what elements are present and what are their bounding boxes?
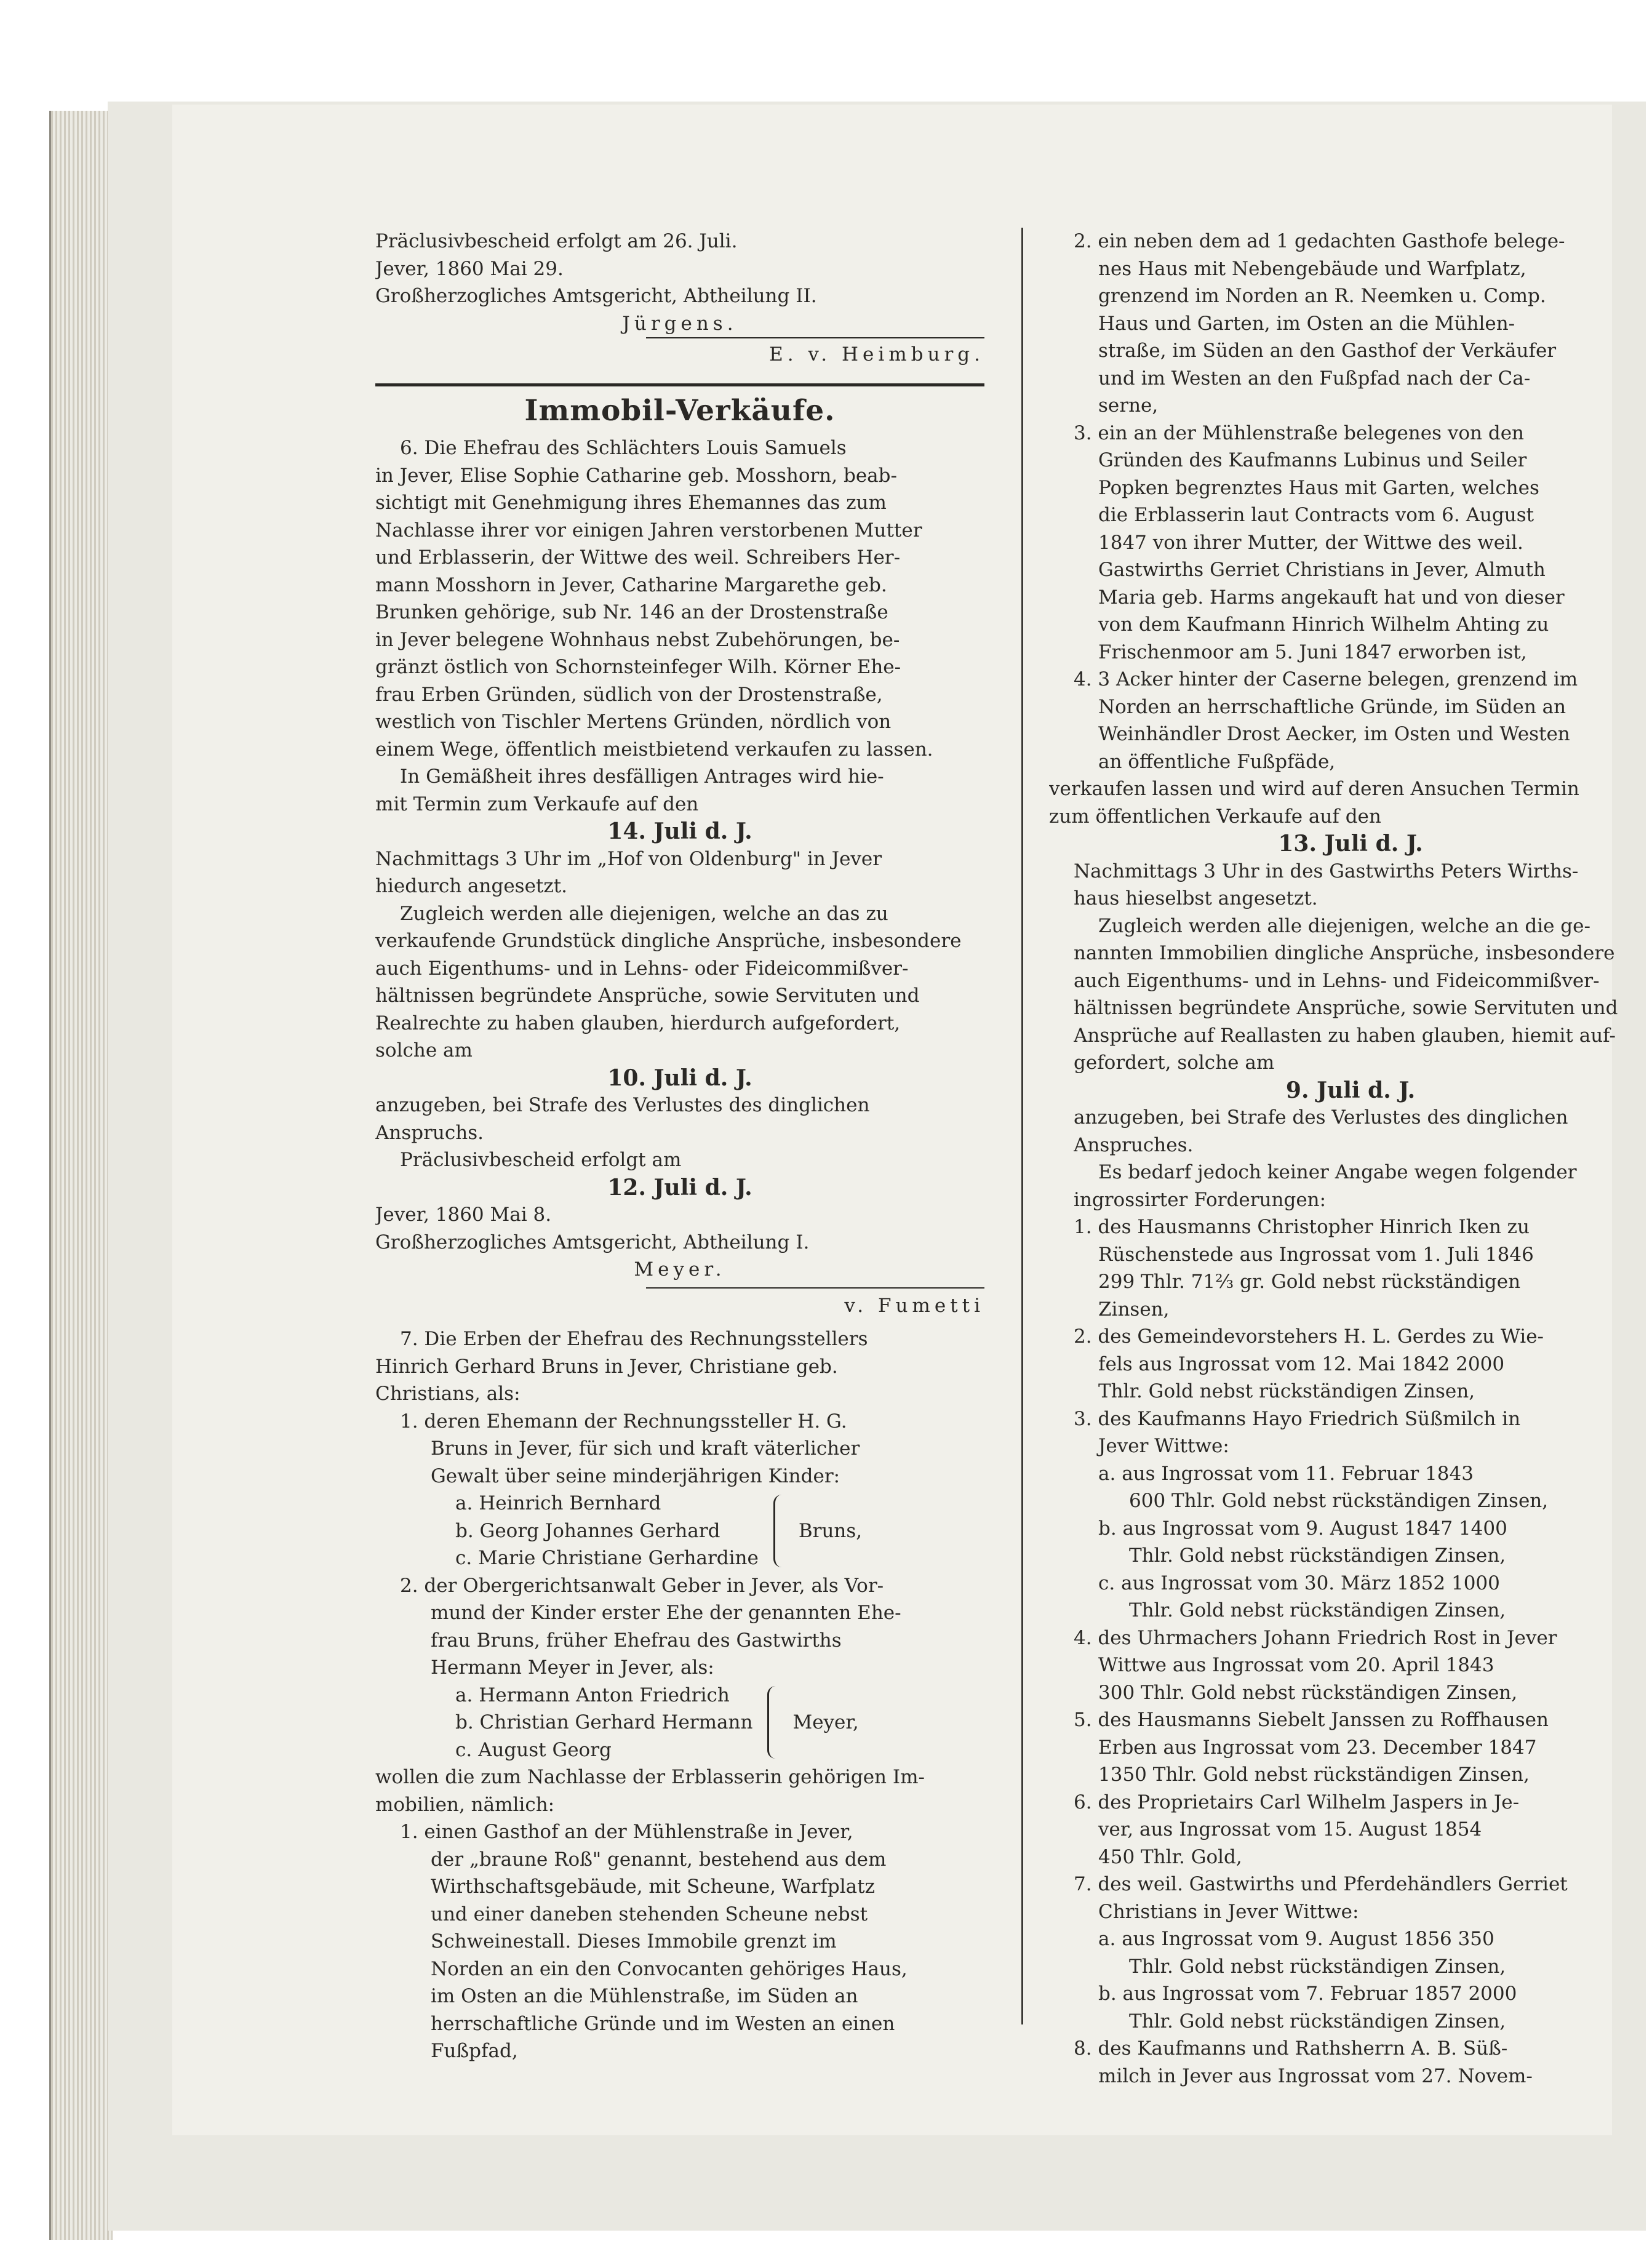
list-item: 4. 3 Acker hinter der Caserne belegen, grenzend im	[1074, 668, 1578, 690]
list-item: fels aus Ingrossat vom 12. Mai 1842 2000	[1098, 1353, 1505, 1375]
list-item: c. August Georg	[455, 1738, 612, 1761]
list-item: 3. des Kaufmanns Hayo Friedrich Süßmilch in	[1074, 1407, 1521, 1430]
list-item: 7. des weil. Gastwirths und Pferdehändlers Gerriet	[1074, 1873, 1568, 1895]
brace	[767, 1686, 784, 1759]
property-items	[1074, 228, 1627, 775]
text-line: zum öffentlichen Verkaufe auf den	[1049, 805, 1381, 828]
countersignature: v. Fumetti	[844, 1294, 984, 1317]
list-item: a. aus Ingrossat vom 9. August 1856 350	[1098, 1928, 1494, 1950]
left-column	[375, 228, 984, 2065]
text-line: in Jever, Elise Sophie Catharine geb. Mosshorn, beab-	[375, 464, 897, 487]
list-item: grenzend im Norden an R. Neemken u. Comp.	[1098, 285, 1546, 307]
claim-date: 10. Juli d. J.	[607, 1065, 752, 1091]
surname-label: Bruns,	[798, 1519, 863, 1542]
list-item: Thlr. Gold nebst rückständigen Zinsen,	[1098, 1380, 1475, 1402]
text-line: anzugeben, bei Strafe des Verlustes des dinglichen	[1074, 1106, 1568, 1129]
column-divider	[1021, 228, 1023, 2024]
signature-rule	[646, 337, 984, 338]
list-item: Norden an herrschaftliche Gründe, im Süden an	[1098, 695, 1566, 718]
notice-6	[375, 434, 984, 1319]
list-item: Weinhändler Drost Aecker, im Osten und Westen	[1098, 723, 1570, 745]
text-line: Nachlasse ihrer vor einigen Jahren verstorbenen Mutter	[375, 519, 922, 542]
text-line: Hinrich Gerhard Bruns in Jever, Christiane geb.	[375, 1355, 838, 1378]
children-group-bruns	[375, 1490, 984, 1572]
claim-date: 9. Juli d. J.	[1285, 1077, 1416, 1103]
text-line: Gewalt über seine minderjährigen Kinder:	[431, 1465, 840, 1487]
text-line: mobilien, nämlich:	[375, 1793, 555, 1816]
list-item: Jever Wittwe:	[1098, 1435, 1229, 1457]
section-rule	[375, 383, 984, 386]
list-item: 8. des Kaufmanns und Rathsherrn A. B. Süß-	[1074, 2037, 1508, 2060]
closing-notice	[375, 228, 984, 369]
preclusion-line: Präclusivbescheid erfolgt am	[400, 1149, 682, 1171]
list-item: c. aus Ingrossat vom 30. März 1852 1000	[1098, 1572, 1500, 1594]
list-item: und im Westen an den Fußpfad nach der Ca-	[1098, 367, 1531, 390]
text-line: 6. Die Ehefrau des Schlächters Louis Samuels	[400, 437, 847, 459]
text-line: Hermann Meyer in Jever, als:	[431, 1657, 714, 1679]
text-line: Schweinestall. Dieses Immobile grenzt im	[431, 1930, 837, 1952]
list-item: milch in Jever aus Ingrossat vom 27. Novem-	[1098, 2064, 1533, 2087]
text-line: Wirthschaftsgebäude, mit Scheune, Warfplatz	[431, 1876, 875, 1898]
text-line: mit Termin zum Verkaufe auf den	[375, 793, 699, 815]
list-item: 2. ein neben dem ad 1 gedachten Gasthofe belege-	[1074, 230, 1565, 252]
text-line: frau Erben Gründen, südlich von der Drostenstraße,	[375, 683, 883, 706]
text-line: Präclusivbescheid erfolgt am 26. Juli.	[375, 230, 738, 252]
text-line: westlich von Tischler Mertens Gründen, nördlich von	[375, 711, 892, 733]
preclusion-date: 12. Juli d. J.	[607, 1174, 752, 1201]
text-line: gränzt östlich von Schornsteinfeger Wilh. Körner Ehe-	[375, 656, 901, 678]
text-line: verkaufende Grundstück dingliche Ansprüche, insbesondere	[375, 930, 962, 952]
list-item: 600 Thlr. Gold nebst rückständigen Zinsen,	[1129, 1490, 1549, 1512]
list-item: c. Marie Christiane Gerhardine	[455, 1547, 759, 1569]
text-line: 7. Die Erben der Ehefrau des Rechnungsstellers	[400, 1328, 868, 1350]
list-item: Thlr. Gold nebst rückständigen Zinsen,	[1129, 1545, 1506, 1567]
surname-label: Meyer,	[792, 1711, 859, 1733]
text-line: solche am	[375, 1039, 473, 1061]
text-line: ingrossirter Forderungen:	[1074, 1188, 1327, 1211]
list-item: nes Haus mit Nebengebäude und Warfplatz,	[1098, 257, 1526, 280]
list-item: von dem Kaufmann Hinrich Wilhelm Ahting zu	[1098, 613, 1549, 636]
text-line: 2. der Obergerichtsanwalt Geber in Jever, als Vor-	[400, 1574, 884, 1597]
list-item: an öffentliche Fußpfäde,	[1098, 750, 1336, 773]
list-item: serne,	[1098, 394, 1159, 417]
text-line: nannten Immobilien dingliche Ansprüche, insbesondere	[1074, 942, 1615, 964]
notice-7	[375, 1325, 984, 2065]
text-line: Bruns in Jever, für sich und kraft väterlicher	[431, 1437, 860, 1460]
text-line: Christians, als:	[375, 1383, 521, 1405]
list-item: Christians in Jever Wittwe:	[1098, 1900, 1359, 1923]
text-line: mann Mosshorn in Jever, Catharine Margarethe geb.	[375, 573, 887, 596]
signature-rule	[646, 1287, 984, 1289]
list-item: Thlr. Gold nebst rückständigen Zinsen,	[1129, 1955, 1506, 1978]
list-item: 300 Thlr. Gold nebst rückständigen Zinsen,	[1098, 1681, 1518, 1704]
text-line: in Jever belegene Wohnhaus nebst Zubehörungen, be-	[375, 628, 900, 651]
text-line: auch Eigenthums- und in Lehns- oder Fideicommißver-	[375, 957, 909, 980]
text-line: Norden an ein den Convocanten gehöriges Haus,	[431, 1957, 908, 1980]
text-line: einem Wege, öffentlich meistbietend verkaufen zu lassen.	[375, 738, 933, 761]
text-line: hältnissen begründete Ansprüche, sowie Servituten und	[1074, 997, 1618, 1019]
court-line: Großherzogliches Amtsgericht, Abtheilung I.	[375, 1231, 810, 1253]
list-item: 299 Thlr. 71⅔ gr. Gold nebst rückständigen	[1098, 1271, 1521, 1293]
list-item: Haus und Garten, im Osten an die Mühlen-	[1098, 312, 1515, 335]
sale-date: 13. Juli d. J.	[1278, 831, 1423, 857]
text-line: sichtigt mit Genehmigung ihres Ehemannes das zum	[375, 492, 887, 514]
section-heading: Immobil-Verkäufe.	[524, 397, 836, 425]
list-item: straße, im Süden an den Gasthof der Verkäufer	[1098, 340, 1557, 362]
text-line: mund der Kinder erster Ehe der genannten Ehe-	[431, 1602, 901, 1624]
text-line: der „braune Roß" genannt, bestehend aus dem	[431, 1848, 887, 1871]
text-line: auch Eigenthums- und in Lehns- und Fideicommißver-	[1074, 969, 1600, 992]
book-page-edges	[49, 111, 113, 2240]
text-line: und Erblasserin, der Wittwe des weil. Schreibers Her-	[375, 546, 901, 569]
list-item: a. aus Ingrossat vom 11. Februar 1843	[1098, 1462, 1474, 1485]
children-group-meyer	[375, 1682, 984, 1764]
text-line: Ansprüche auf Reallasten zu haben glauben, hiemit auf-	[1074, 1024, 1616, 1047]
text-line: wollen die zum Nachlasse der Erblasserin gehörigen Im-	[375, 1766, 925, 1788]
text-line: hiedurch angesetzt.	[375, 875, 568, 897]
list-item: Thlr. Gold nebst rückständigen Zinsen,	[1129, 1599, 1506, 1621]
text-line: im Osten an die Mühlenstraße, im Süden an	[431, 1985, 858, 2007]
text-line: Anspruches.	[1074, 1133, 1194, 1156]
text-line: Großherzogliches Amtsgericht, Abtheilung II.	[375, 285, 817, 307]
signature: Meyer.	[634, 1258, 726, 1281]
list-item: b. Christian Gerhard Hermann	[455, 1711, 753, 1733]
text-line: verkaufen lassen und wird auf deren Ansuchen Termin	[1049, 778, 1579, 800]
text-line: herrschaftliche Gründe und im Westen an einen	[431, 2012, 895, 2035]
list-item: ver, aus Ingrossat vom 15. August 1854	[1098, 1818, 1482, 1840]
list-item: Erben aus Ingrossat vom 23. December 1847	[1098, 1736, 1537, 1759]
countersignature: E. v. Heimburg.	[769, 343, 984, 366]
list-item: a. Heinrich Bernhard	[455, 1492, 661, 1514]
list-item: die Erblasserin laut Contracts vom 6. August	[1098, 504, 1534, 526]
list-item: 3. ein an der Mühlenstraße belegenes von den	[1074, 422, 1525, 444]
list-item: Gastwirths Gerriet Christians in Jever, Almuth	[1098, 559, 1546, 581]
text-line: Zugleich werden alle diejenigen, welche an die ge-	[1098, 914, 1590, 937]
text-line: Zugleich werden alle diejenigen, welche an das zu	[400, 902, 888, 925]
list-item: Wittwe aus Ingrossat vom 20. April 1843	[1098, 1654, 1494, 1676]
right-column	[1049, 228, 1627, 2090]
list-item: 6. des Proprietairs Carl Wilhelm Jaspers in Je-	[1074, 1791, 1520, 1813]
text-line: Brunken gehörige, sub Nr. 146 an der Drostenstraße	[375, 601, 888, 623]
text-line: Jever, 1860 Mai 29.	[375, 257, 564, 280]
place-date-line: Jever, 1860 Mai 8.	[375, 1204, 552, 1226]
text-line: anzugeben, bei Strafe des Verlustes des dinglichen	[375, 1094, 870, 1116]
signature: Jürgens.	[622, 312, 738, 335]
brace	[773, 1495, 790, 1567]
list-item: b. aus Ingrossat vom 7. Februar 1857 2000	[1098, 1983, 1517, 2005]
text-line: hältnissen begründete Ansprüche, sowie Servituten und	[375, 985, 920, 1007]
text-line: Fußpfad,	[431, 2040, 518, 2062]
text-line: Anspruchs.	[375, 1121, 484, 1144]
list-item: 2. des Gemeindevorstehers H. L. Gerdes zu Wie-	[1074, 1325, 1544, 1348]
list-item: 1. des Hausmanns Christopher Hinrich Iken zu	[1074, 1216, 1530, 1238]
text-line: In Gemäßheit ihres desfälligen Antrages wird hie-	[400, 765, 884, 788]
list-item: Popken begrenztes Haus mit Garten, welches	[1098, 476, 1539, 499]
list-item: Maria geb. Harms angekauft hat und von dieser	[1098, 586, 1565, 609]
list-item: b. Georg Johannes Gerhard	[455, 1519, 720, 1542]
text-line: 1. einen Gasthof an der Mühlenstraße in Jever,	[400, 1821, 853, 1843]
text-line: gefordert, solche am	[1074, 1052, 1275, 1074]
text-line: 1. deren Ehemann der Rechnungssteller H. G.	[400, 1410, 847, 1433]
list-item: Rüschenstede aus Ingrossat vom 1. Juli 1846	[1098, 1243, 1534, 1266]
text-line: Nachmittags 3 Uhr in des Gastwirths Peters Wirths-	[1074, 860, 1579, 882]
sale-date: 14. Juli d. J.	[607, 818, 752, 844]
text-line: Nachmittags 3 Uhr im „Hof von Oldenburg" in Jever	[375, 847, 882, 870]
list-item: Frischenmoor am 5. Juni 1847 erworben ist,	[1098, 641, 1527, 663]
text-line: haus hieselbst angesetzt.	[1074, 887, 1318, 909]
text-line: frau Bruns, früher Ehefrau des Gastwirths	[431, 1629, 842, 1652]
list-item: Gründen des Kaufmanns Lubinus und Seiler	[1098, 449, 1527, 471]
list-item: 5. des Hausmanns Siebelt Janssen zu Roffhausen	[1074, 1709, 1549, 1731]
text-line: und einer daneben stehenden Scheune nebst	[431, 1903, 868, 1925]
text-line: Es bedarf jedoch keiner Angabe wegen folgender	[1098, 1161, 1577, 1183]
list-item: 1350 Thlr. Gold nebst rückständigen Zinsen,	[1098, 1764, 1530, 1786]
list-item: Thlr. Gold nebst rückständigen Zinsen,	[1129, 2010, 1506, 2032]
list-item: Zinsen,	[1098, 1298, 1170, 1321]
list-item: b. aus Ingrossat vom 9. August 1847 1400	[1098, 1517, 1507, 1540]
claims-list	[1074, 1213, 1627, 2090]
list-item: 4. des Uhrmachers Johann Friedrich Rost in Jever	[1074, 1626, 1557, 1649]
list-item: a. Hermann Anton Friedrich	[455, 1684, 730, 1706]
list-item: 450 Thlr. Gold,	[1098, 1845, 1242, 1868]
list-item: 1847 von ihrer Mutter, der Wittwe des weil.	[1098, 531, 1523, 554]
text-line: Realrechte zu haben glauben, hierdurch aufgefordert,	[375, 1012, 901, 1034]
